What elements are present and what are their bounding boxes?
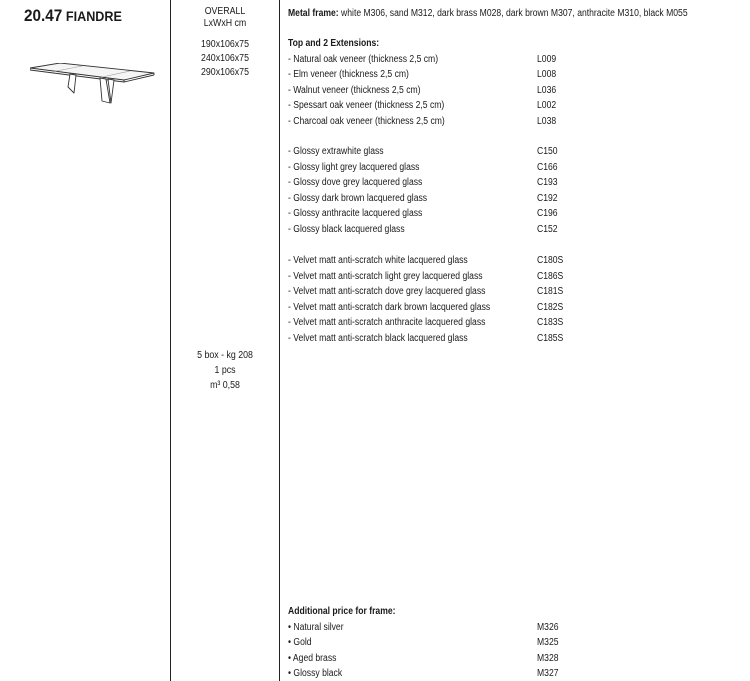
- finish-code: C186S: [537, 270, 564, 282]
- glossy-glass-section: [288, 144, 738, 237]
- finish-code: C193: [537, 177, 558, 188]
- metal-frame-options: white M306, sand M312, dark brass M028, dark brown M307, anthracite M310, black M055: [341, 8, 688, 19]
- finish-code: C192: [537, 192, 558, 204]
- finish-row: [288, 300, 738, 316]
- size-option: 240x106x75: [201, 53, 249, 64]
- product-title: [24, 6, 122, 26]
- size-option: 190x106x75: [201, 39, 249, 50]
- finish-row: [288, 635, 738, 651]
- top-extensions-section: [288, 36, 738, 129]
- packaging-volume: m³ 0,58: [210, 380, 240, 391]
- extendable-table-illustration: [30, 63, 155, 105]
- finish-desc: • Natural silver: [288, 621, 344, 633]
- column-divider-right: [279, 0, 280, 681]
- dimensions-sizes: [171, 38, 279, 80]
- finish-code: C152: [537, 223, 558, 235]
- finish-desc: • Aged brass: [288, 652, 337, 664]
- finish-row: [288, 206, 738, 222]
- finish-row: [288, 331, 738, 347]
- finish-code: C150: [537, 146, 558, 157]
- finish-desc: • Gold: [288, 637, 312, 648]
- dimensions-header: [171, 6, 279, 30]
- finish-desc: - Glossy extrawhite glass: [288, 146, 384, 157]
- finish-code: M327: [537, 668, 559, 679]
- finish-code: M326: [537, 621, 559, 633]
- dimensions-unit-line: LxWxH cm: [203, 18, 247, 29]
- finish-code: C185S: [537, 332, 564, 344]
- finish-desc: - Velvet matt anti-scratch white lacquered glass: [288, 255, 468, 266]
- finish-row: [288, 269, 738, 285]
- metal-frame-line: [288, 6, 738, 22]
- additional-price-heading: Additional price for frame:: [288, 606, 396, 617]
- finish-row: [288, 222, 738, 238]
- finish-code: C196: [537, 208, 558, 219]
- size-option: 290x106x75: [201, 67, 249, 78]
- finish-desc: - Velvet matt anti-scratch anthracite lacquered glass: [288, 317, 486, 328]
- finish-row: [288, 98, 738, 114]
- finish-code: L002: [537, 100, 557, 111]
- finish-row: [288, 175, 738, 191]
- finish-desc: - Glossy light grey lacquered glass: [288, 161, 420, 173]
- finish-desc: - Glossy dark brown lacquered glass: [288, 192, 428, 204]
- finish-desc: - Velvet matt anti-scratch dove grey lacquered glass: [288, 286, 486, 297]
- finish-desc: - Velvet matt anti-scratch dark brown lacquered glass: [288, 301, 491, 313]
- packaging-info: [171, 348, 279, 393]
- finish-desc: - Glossy dove grey lacquered glass: [288, 177, 423, 188]
- finish-row: [288, 284, 738, 300]
- finish-row: [288, 666, 738, 681]
- finish-desc: - Velvet matt anti-scratch black lacquered glass: [288, 332, 468, 344]
- finish-code: L036: [537, 84, 557, 96]
- finish-desc: - Charcoal oak veneer (thickness 2,5 cm): [288, 115, 445, 127]
- finish-row: [288, 83, 738, 99]
- finish-code: C166: [537, 161, 558, 173]
- finish-desc: - Glossy black lacquered glass: [288, 223, 405, 235]
- finish-desc: - Glossy anthracite lacquered glass: [288, 208, 423, 219]
- column-divider-left: [170, 0, 171, 681]
- finish-row: [288, 191, 738, 207]
- finish-row: [288, 315, 738, 331]
- top-extensions-heading: Top and 2 Extensions:: [288, 38, 380, 49]
- finish-code: M328: [537, 652, 559, 664]
- finish-desc: - Elm veneer (thickness 2,5 cm): [288, 69, 409, 80]
- packaging-boxes: 5 box - kg 208: [197, 350, 253, 361]
- additional-price-section: [288, 604, 738, 681]
- finish-row: [288, 144, 738, 160]
- finish-code: L038: [537, 115, 557, 127]
- dimensions-header-line: OVERALL: [204, 6, 246, 17]
- finish-row: [288, 651, 738, 667]
- finish-desc: - Velvet matt anti-scratch light grey lacquered glass: [288, 270, 483, 282]
- finish-row: [288, 620, 738, 636]
- finish-desc: - Walnut veneer (thickness 2,5 cm): [288, 84, 421, 96]
- product-name: FIANDRE: [65, 8, 122, 24]
- finish-row: [288, 253, 738, 269]
- finish-desc: - Spessart oak veneer (thickness 2,5 cm): [288, 100, 445, 111]
- finish-code: C183S: [537, 317, 564, 328]
- finish-code: M325: [537, 637, 559, 648]
- finish-code: L008: [537, 69, 557, 80]
- finish-code: C182S: [537, 301, 564, 313]
- product-code: 20.47: [24, 6, 63, 25]
- finish-row: [288, 160, 738, 176]
- finish-row: [288, 52, 738, 68]
- packaging-pieces: 1 pcs: [214, 365, 236, 376]
- finish-code: C181S: [537, 286, 564, 297]
- finish-row: [288, 67, 738, 83]
- finish-desc: • Glossy black: [288, 668, 343, 679]
- velvet-glass-section: [288, 253, 738, 346]
- finish-code: C180S: [537, 255, 564, 266]
- finish-row: [288, 114, 738, 130]
- metal-frame-label: Metal frame:: [288, 8, 339, 19]
- finish-code: L009: [537, 53, 557, 65]
- finish-desc: - Natural oak veneer (thickness 2,5 cm): [288, 53, 439, 65]
